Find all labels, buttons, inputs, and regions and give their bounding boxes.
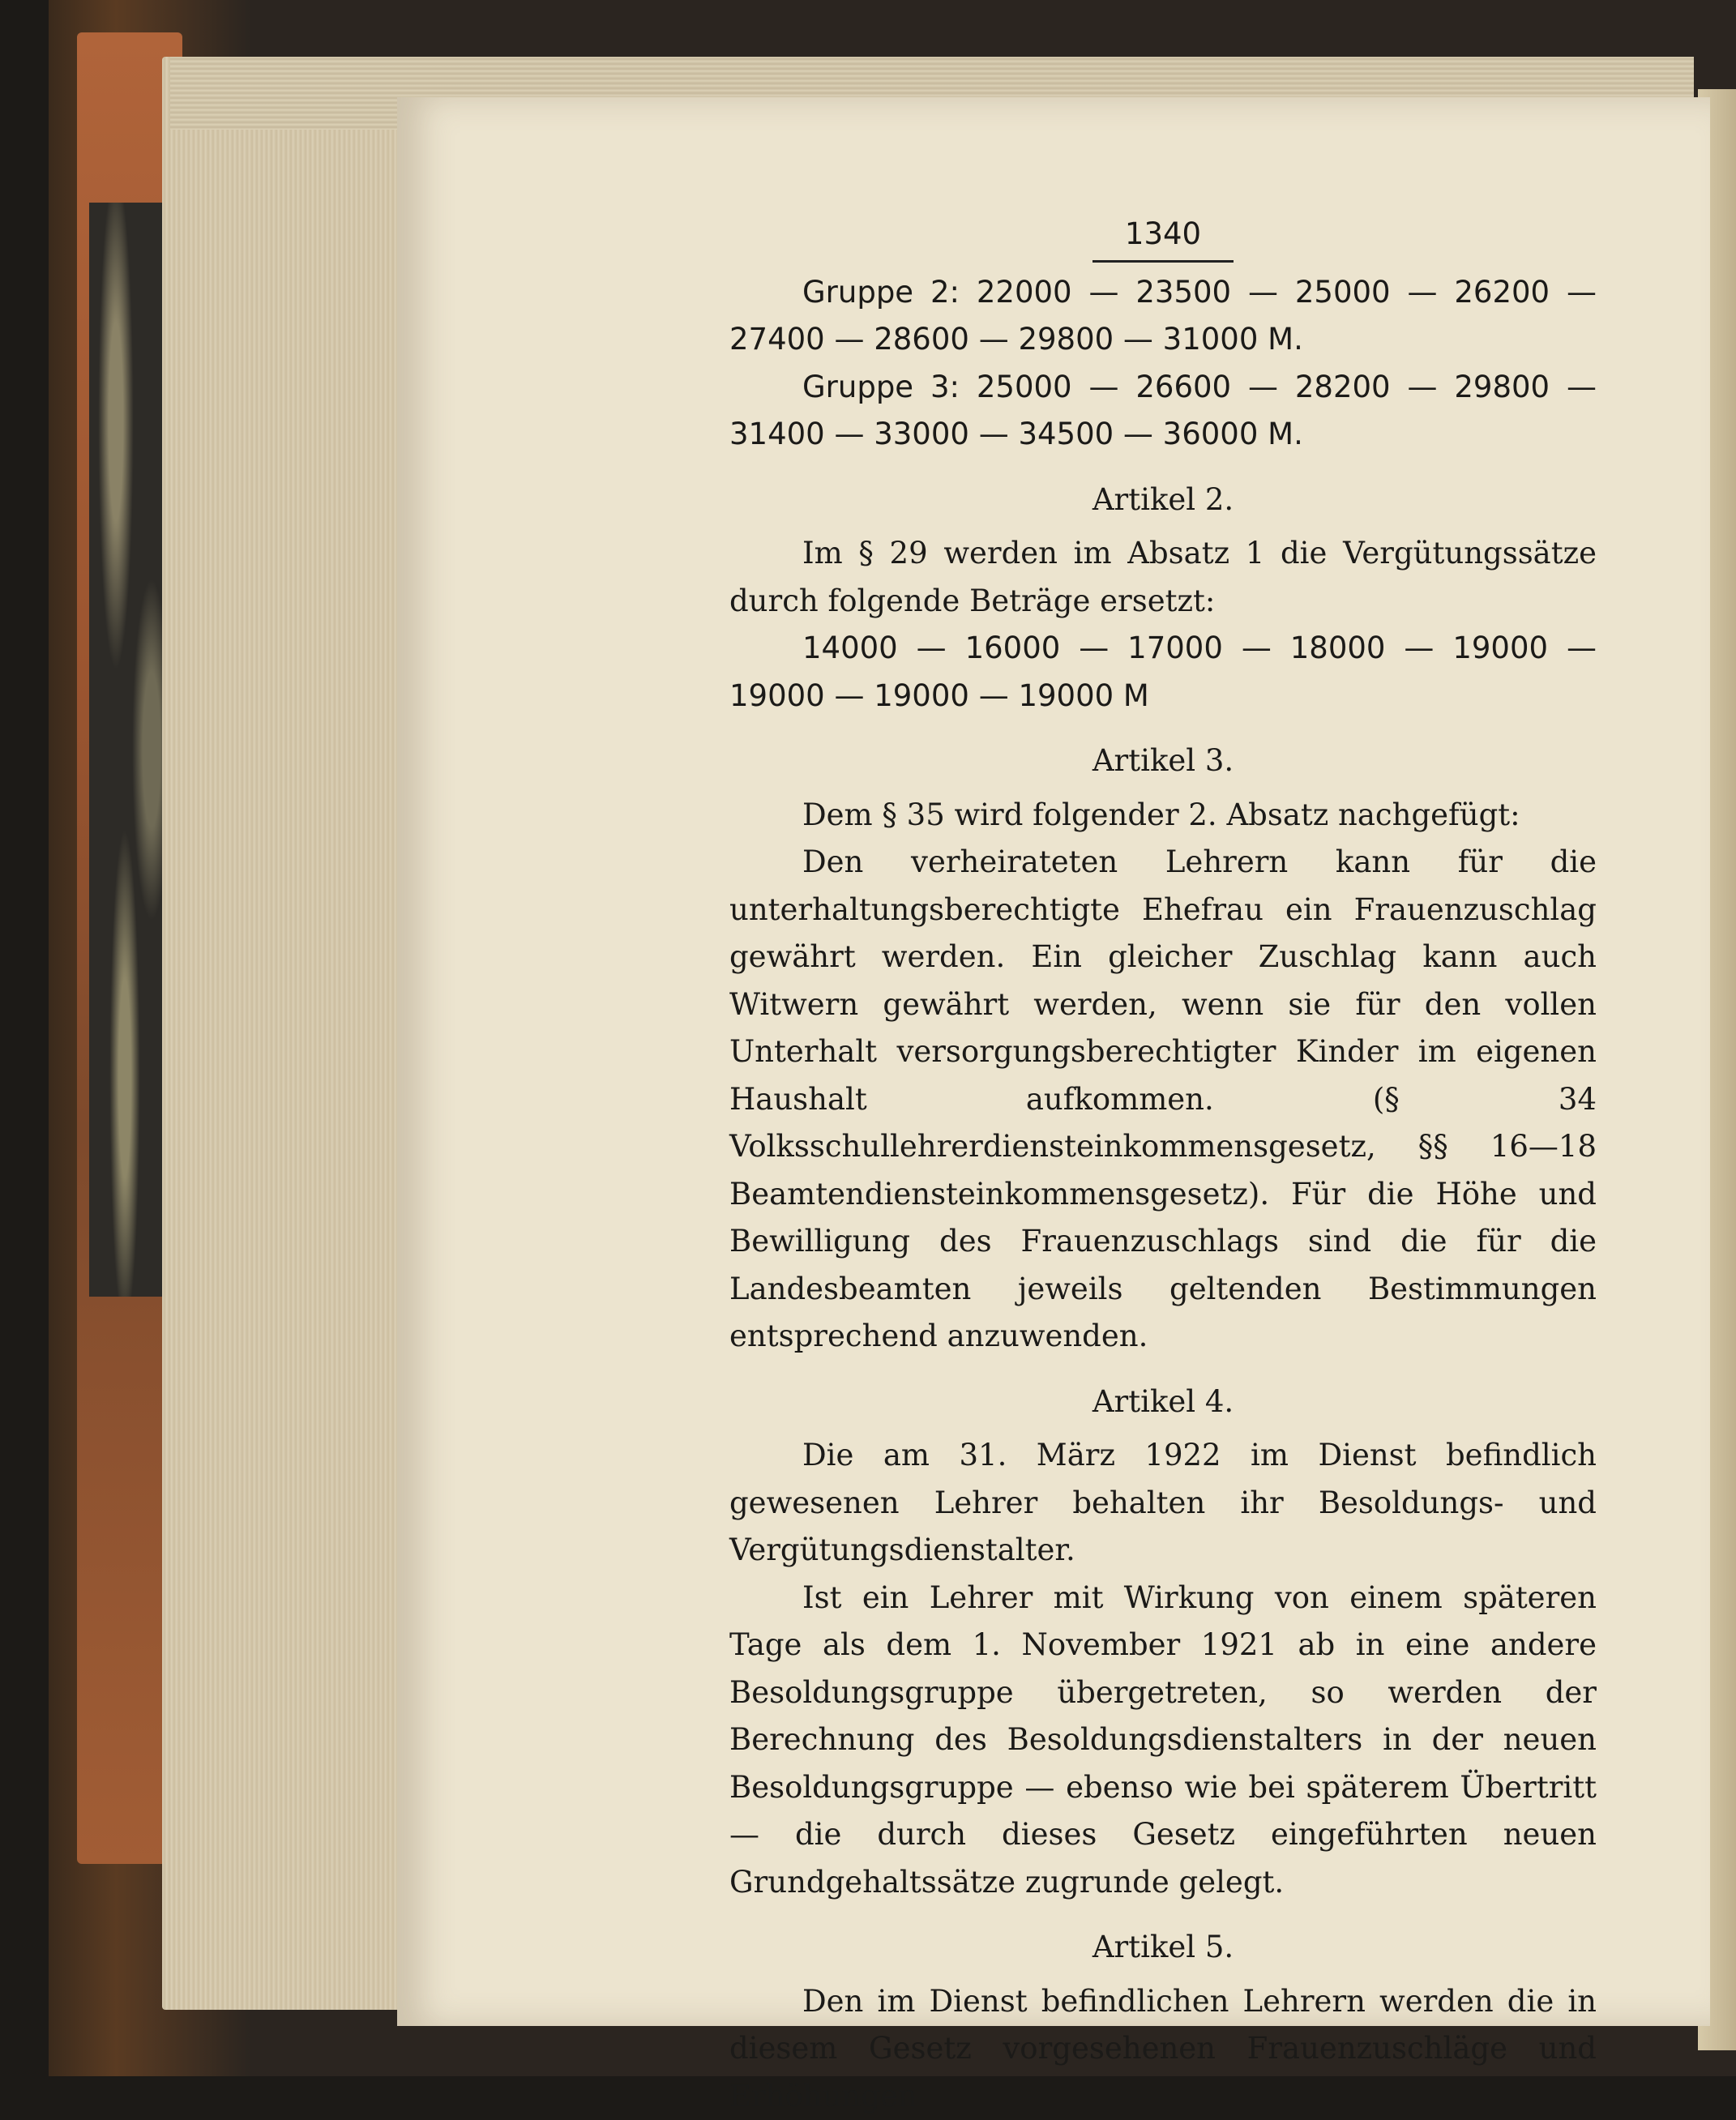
heading-artikel-5: Artikel 5. xyxy=(729,1924,1597,1972)
paragraph-betraege: 14000 — 16000 — 17000 — 18000 — 19000 — 19000 — 19000 — 19000 M xyxy=(729,625,1597,720)
paragraph-gruppe-3: Gruppe 3: 25000 — 26600 — 28200 — 29800 — 31400 — 33000 — 34500 — 36000 M. xyxy=(729,364,1597,459)
page-text xyxy=(729,211,1597,2120)
paragraph-artikel-3-intro: Dem § 35 wird folgender 2. Absatz nachgefügt: xyxy=(729,792,1597,840)
paragraph-artikel-2: Im § 29 werden im Absatz 1 die Vergütungssätze durch folgende Beträge ersetzt: xyxy=(729,530,1597,625)
page-number: 1340 xyxy=(729,211,1597,263)
heading-artikel-2: Artikel 2. xyxy=(729,477,1597,524)
paragraph-artikel-3-text: Den verheirateten Lehrern kann für die unterhaltungsberechtigte Ehefrau ein Frauenzuschlag gewährt werden. Ein gleicher Zuschlag kann auch Witwern gewährt werden, wenn sie für den vollen Unterhalt versorgungsberechtigter Kinder im eigenen Haushalt aufkommen. (§ 34 Volksschullehrerdiensteinkommensgesetz, §§ 16—18 Beamtendiensteinkommensgesetz). Für die Höhe und Bewilligung des Frauenzuschlags sind die für die Landesbeamten jeweils geltenden Bestimmungen entsprechend anzuwenden. xyxy=(729,839,1597,1361)
paragraph-artikel-4-b: Ist ein Lehrer mit Wirkung von einem späteren Tage als dem 1. November 1921 ab in eine andere Besoldungsgruppe übergetreten, so werden der Berechnung des Besoldungsdienstalters in der neuen Besoldungsgruppe — ebenso wie bei späterem Übertritt — die durch dieses Gesetz eingeführten neuen Grundgehaltssätze zugrunde gelegt. xyxy=(729,1575,1597,1907)
paragraph-artikel-4-a: Die am 31. März 1922 im Dienst befindlich gewesenen Lehrer behalten ihr Besoldungs- und Vergütungsdienstalter. xyxy=(729,1432,1597,1575)
page-block-edges xyxy=(162,57,421,2010)
heading-artikel-3: Artikel 3. xyxy=(729,737,1597,785)
paragraph-gruppe-2: Gruppe 2: 22000 — 23500 — 25000 — 26200 — 27400 — 28600 — 29800 — 31000 M. xyxy=(729,269,1597,364)
paragraph-artikel-5: Den im Dienst befindlichen Lehrern werden die in diesem Gesetz vorgesehenen Frauenzuschläge und Erhöhungen xyxy=(729,1978,1597,2120)
heading-artikel-4: Artikel 4. xyxy=(729,1378,1597,1426)
